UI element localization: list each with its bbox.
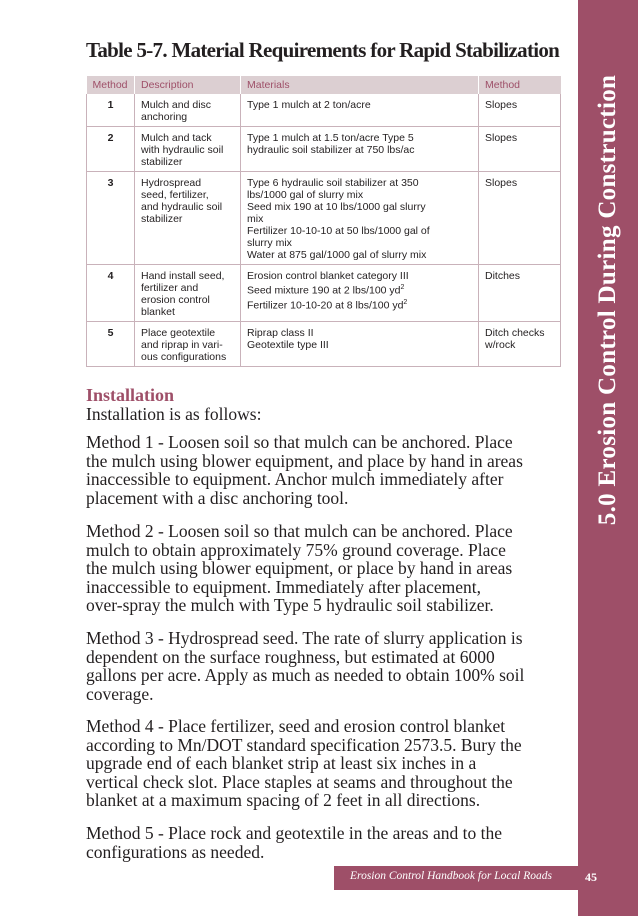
- materials-line: Type 1 mulch at 1.5 ton/acre Type 5: [247, 132, 414, 144]
- table-row: [87, 94, 561, 127]
- use-line: Slopes: [485, 132, 518, 144]
- materials-cell: [241, 172, 479, 265]
- materials-text: Seed mixture 190 at 2 lbs/100 yd: [247, 284, 401, 297]
- footer-title: Erosion Control Handbook for Local Roads: [350, 870, 553, 882]
- paragraph-line: the mulch using blower equipment, or place by hand in areas: [86, 558, 513, 578]
- paragraph-line: gallons per acre. Apply as much as needed to obtain 100% soil: [86, 665, 525, 685]
- paragraph-line: Method 3 - Hydrospread seed. The rate of slurry application is: [86, 628, 523, 648]
- header-materials: Materials: [241, 76, 479, 94]
- description-cell: [135, 94, 241, 127]
- use-line: Ditches: [485, 270, 521, 282]
- materials-cell: [241, 265, 479, 322]
- description-cell: [135, 127, 241, 172]
- method-3-paragraph: [86, 629, 561, 703]
- method-4-paragraph: [86, 717, 561, 810]
- table-row: [87, 322, 561, 367]
- table-row: [87, 172, 561, 265]
- materials-line: slurry mix: [247, 237, 292, 249]
- table-row: [87, 265, 561, 322]
- method-number: 4: [87, 265, 135, 322]
- use-cell: [479, 127, 561, 172]
- method-number: 5: [87, 322, 135, 367]
- paragraph-line: configurations as needed.: [86, 841, 265, 862]
- header-method: Method: [87, 76, 135, 94]
- use-line: Slopes: [485, 99, 518, 111]
- description-line: seed, fertilizer,: [141, 189, 209, 201]
- paragraph-line: inaccessible to equipment. Immediately after placement,: [86, 576, 482, 597]
- paragraph-line: blanket at a maximum spacing of 2 feet in all directions.: [86, 790, 481, 810]
- materials-line: Seed mix 190 at 10 lbs/1000 gal slurry: [247, 201, 426, 213]
- materials-line: Water at 875 gal/1000 gal of slurry mix: [247, 249, 427, 261]
- materials-cell: [241, 322, 479, 367]
- materials-line: hydraulic soil stabilizer at 750 lbs/ac: [247, 144, 415, 156]
- use-cell: [479, 265, 561, 322]
- use-line: Slopes: [485, 177, 518, 189]
- paragraph-line: according to Mn/DOT standard specification 2573.5. Bury the: [86, 734, 522, 755]
- table-title: Table 5-7. Material Requirements for Rapid Stabilization: [86, 38, 560, 62]
- header-use: Method: [479, 76, 561, 94]
- description-line: and riprap in vari-: [141, 339, 223, 351]
- table-header-row: [87, 76, 561, 94]
- description-line: Mulch and tack: [141, 132, 212, 144]
- materials-cell: [241, 94, 479, 127]
- paragraph-line: placement with a disc anchoring tool.: [86, 487, 349, 508]
- materials-cell: [241, 127, 479, 172]
- method-number: 3: [87, 172, 135, 265]
- paragraph-line: upgrade end of each blanket strip at least six inches in a: [86, 753, 477, 773]
- materials-line: Geotextile type III: [247, 339, 329, 351]
- materials-line: Erosion control blanket category III: [247, 270, 409, 282]
- description-line: and hydraulic soil: [141, 201, 223, 213]
- page-number: 45: [585, 870, 597, 884]
- paragraph-line: inaccessible to equipment. Anchor mulch immediately after: [86, 469, 504, 489]
- method-1-paragraph: [86, 433, 561, 507]
- paragraph-line: Method 4 - Place fertilizer, seed and erosion control blanket: [86, 716, 506, 736]
- description-cell: [135, 265, 241, 322]
- materials-line: Type 6 hydraulic soil stabilizer at 350: [247, 177, 419, 189]
- description-line: erosion control: [141, 294, 210, 306]
- paragraph-line: the mulch using blower equipment, and place by hand in areas: [86, 450, 523, 471]
- chapter-title: 5.0 Erosion Control During Construction: [594, 74, 621, 526]
- materials-line: Type 1 mulch at 2 ton/acre: [247, 99, 371, 111]
- header-description: Description: [135, 76, 241, 94]
- materials-line: mix: [247, 213, 264, 225]
- use-cell: [479, 94, 561, 127]
- description-line: fertilizer and: [141, 282, 199, 294]
- description-line: stabilizer: [141, 156, 183, 168]
- description-line: with hydraulic soil: [141, 144, 224, 156]
- description-line: Hydrospread: [141, 177, 202, 189]
- paragraph-line: Method 5 - Place rock and geotextile in the areas and to the: [86, 823, 502, 843]
- paragraph-line: dependent on the surface roughness, but estimated at 6000: [86, 646, 495, 667]
- use-line: w/rock: [485, 339, 516, 351]
- method-5-paragraph: [86, 824, 561, 861]
- method-2-paragraph: [86, 522, 561, 615]
- paragraph-line: coverage.: [86, 683, 154, 704]
- description-line: Place geotextile: [141, 327, 216, 339]
- description-line: ous configurations: [141, 351, 227, 363]
- use-cell: [479, 172, 561, 265]
- materials-line: Fertilizer 10-10-10 at 50 lbs/1000 gal of: [247, 225, 430, 237]
- paragraph-line: mulch to obtain approximately 75% ground coverage. Place: [86, 539, 506, 560]
- paragraph-line: over-spray the mulch with Type 5 hydraulic soil stabilizer.: [86, 595, 494, 615]
- description-cell: [135, 172, 241, 265]
- materials-line: lbs/1000 gal of slurry mix: [247, 189, 364, 201]
- materials-line: Riprap class II: [247, 327, 314, 339]
- description-line: Hand install seed,: [141, 270, 225, 282]
- materials-line: [247, 297, 472, 312]
- description-cell: [135, 322, 241, 367]
- paragraph-line: vertical check slot. Place staples at seams and throughout the: [86, 771, 513, 792]
- materials-line: [247, 282, 472, 297]
- use-cell: [479, 322, 561, 367]
- superscript: 2: [403, 298, 408, 306]
- method-number: 2: [87, 127, 135, 172]
- intro-text: [86, 405, 561, 424]
- description-line: blanket: [141, 306, 175, 318]
- method-number: 1: [87, 94, 135, 127]
- paragraph-line: Method 1 - Loosen soil so that mulch can be anchored. Place: [86, 432, 513, 452]
- superscript: 2: [400, 284, 405, 291]
- section-heading: Installation: [86, 385, 175, 405]
- materials-text: Fertilizer 10-10-20 at 8 lbs/100 yd: [247, 299, 404, 311]
- description-line: stabilizer: [141, 213, 183, 225]
- material-requirements-table: [86, 76, 561, 367]
- description-line: anchoring: [141, 111, 188, 123]
- use-line: Ditch checks: [485, 327, 545, 339]
- paragraph-line: Method 2 - Loosen soil so that mulch can be anchored. Place: [86, 521, 513, 541]
- table-row: [87, 127, 561, 172]
- description-line: Mulch and disc: [141, 99, 212, 111]
- intro-line: Installation is as follows:: [86, 404, 262, 424]
